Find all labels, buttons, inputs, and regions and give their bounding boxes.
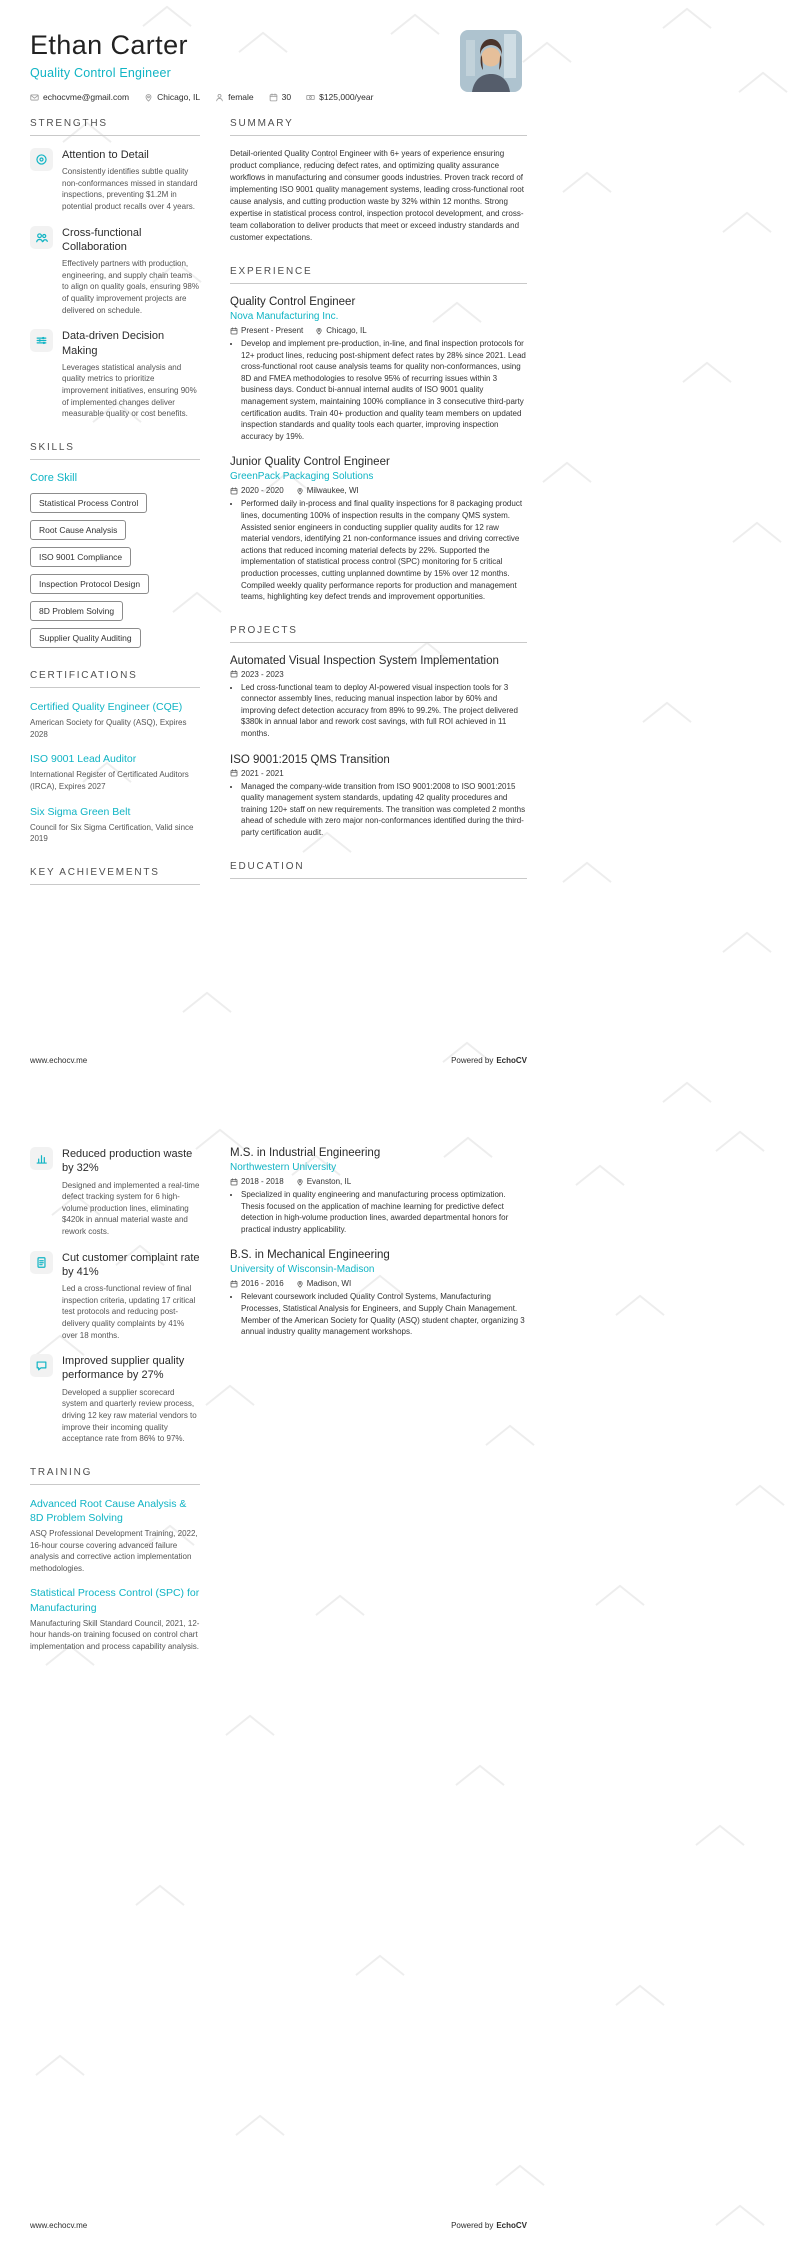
key-achievements-items — [30, 1147, 200, 1445]
calendar-icon — [230, 1178, 238, 1186]
education-heading: EDUCATION — [230, 861, 527, 879]
project-dates: 2023 - 2023 — [230, 670, 284, 679]
experience-section — [230, 266, 527, 603]
project-bullet: • Led cross-functional team to deploy AI-powered visual inspection tools for 3 connector assembly lines, reducing manual inspection labor by 60% and improving defect detection accuracy from 89% to 99.2%. The project delivered $380k in annual labor and rework cost savings, with full ROI achieved in 11 months. — [241, 682, 527, 740]
footer-site: www.echocv.me — [30, 2221, 88, 2230]
education-bullet: • Specialized in quality engineering and manufacturing process optimization. Thesis focused on the application of machine learning for predictive defect detection in high-volume production lines, awarded departmental honors for practical industry applicability. — [241, 1189, 527, 1235]
certifications-heading: CERTIFICATIONS — [30, 670, 200, 688]
chart-icon — [30, 1147, 53, 1170]
page-2 — [0, 1123, 794, 2246]
calendar-icon — [230, 670, 238, 678]
education-section — [230, 861, 527, 879]
job-dates: Present - Present — [230, 326, 303, 335]
calendar-icon — [230, 1280, 238, 1288]
skills-heading: SKILLS — [30, 442, 200, 460]
company-name: Nova Manufacturing Inc. — [230, 311, 339, 322]
page-footer — [30, 2221, 527, 2230]
education-bullet: • Relevant coursework included Quality Control Systems, Manufacturing Processes, Statistical Analysis for Engineers, and Supply Chain Management. Member of the American Society for Quality (ASQ) student chapter, organizing 3 annual industry quality management workshops. — [241, 1291, 527, 1337]
salary-icon — [306, 93, 315, 102]
location-icon — [296, 1280, 304, 1288]
job-location: Milwaukee, WI — [296, 486, 359, 495]
skills-section — [30, 442, 200, 648]
contact-row — [30, 92, 527, 102]
sliders-icon — [30, 329, 53, 352]
education-dates: 2018 - 2018 — [230, 1177, 284, 1186]
contact-salary-value: $125,000/year — [319, 92, 374, 102]
school-name: Northwestern University — [230, 1162, 337, 1173]
strengths-heading: STRENGTHS — [30, 118, 200, 136]
certification-desc: Council for Six Sigma Certification, Valid since 2019 — [30, 822, 194, 844]
skill-pill: ISO 9001 Compliance — [30, 547, 131, 567]
location-icon — [296, 1178, 304, 1186]
calendar-icon — [230, 769, 238, 777]
education-entry — [230, 1147, 527, 1235]
strength-title: Attention to Detail — [62, 149, 149, 161]
project-dates: 2021 - 2021 — [230, 769, 284, 778]
achievement-desc: Led a cross-functional review of final inspection criteria, updating 17 critical test protocols and reducing post-delivery quality complaints by 41% over 18 months. — [62, 1284, 196, 1340]
job-title: Quality Control Engineer — [230, 296, 356, 308]
page-footer — [30, 1056, 527, 1065]
education-items — [230, 1147, 527, 1338]
contact-salary — [306, 92, 373, 102]
training-desc: ASQ Professional Development Training, 2022, 16-hour course covering advanced failure analysis and corrective action implementation methodologies. — [30, 1529, 198, 1573]
strength-title: Cross-functional Collaboration — [62, 226, 142, 253]
people-icon — [30, 226, 53, 249]
contact-email-value: echocvme@gmail.com — [43, 92, 130, 102]
job-title: Junior Quality Control Engineer — [230, 456, 390, 469]
resume-header — [30, 30, 527, 102]
project-title: Automated Visual Inspection System Implementation — [230, 654, 499, 667]
training-title: Advanced Root Cause Analysis & 8D Problem Solving — [30, 1497, 187, 1524]
skill-pill: Supplier Quality Auditing — [30, 628, 141, 648]
skill-pill: Inspection Protocol Design — [30, 574, 149, 594]
candidate-name: Ethan Carter — [30, 30, 188, 60]
left-column — [30, 118, 200, 897]
achievement-desc: Designed and implemented a real-time defect tracking system for 6 high-volume production lines, eliminating $420k in annual material waste and rework costs. — [62, 1180, 200, 1236]
education-location: Madison, WI — [296, 1279, 351, 1288]
experience-heading: EXPERIENCE — [230, 266, 527, 284]
contact-location — [144, 92, 200, 102]
key-achievements-section — [30, 867, 200, 885]
achievement-desc: Developed a supplier scorecard system and quarterly review process, driving 12 key raw material vendors to improve their incoming quality acceptance rate from 86% to 97%. — [62, 1387, 197, 1444]
document-icon — [30, 1251, 53, 1274]
education-location: Evanston, IL — [296, 1177, 351, 1186]
contact-location-value: Chicago, IL — [157, 92, 201, 102]
experience-entry — [230, 456, 527, 602]
strength-item — [30, 329, 200, 420]
strength-item — [30, 148, 200, 213]
contact-email — [30, 92, 129, 102]
certification-item — [30, 700, 200, 740]
left-column — [30, 1147, 200, 1665]
skill-pill: Root Cause Analysis — [30, 520, 126, 540]
achievement-item — [30, 1251, 200, 1342]
location-icon — [315, 327, 323, 335]
training-item — [30, 1586, 200, 1652]
achievement-title: Reduced production waste by 32% — [62, 1148, 193, 1175]
degree-title: B.S. in Mechanical Engineering — [230, 1249, 390, 1262]
skill-pill: 8D Problem Solving — [30, 601, 123, 621]
education-dates: 2016 - 2016 — [230, 1279, 284, 1288]
strength-desc: Leverages statistical analysis and quality metrics to prioritize improvement initiatives, ensuring 90% of implemented changes deliver measurable quality or cost benefits. — [62, 362, 197, 419]
strength-desc: Effectively partners with production, engineering, and supply chain teams to align on quality goals, ensuring 98% of quality improvement projects are delivered on schedule. — [62, 259, 199, 315]
profile-photo — [460, 30, 522, 92]
footer-brand: EchoCV — [496, 1056, 527, 1065]
chat-icon — [30, 1354, 53, 1377]
certifications-section — [30, 670, 200, 845]
calendar-icon — [269, 93, 278, 102]
calendar-icon — [230, 487, 238, 495]
email-icon — [30, 93, 39, 102]
experience-entry — [230, 296, 527, 442]
certification-item — [30, 752, 200, 792]
certification-item — [30, 805, 200, 845]
person-icon — [215, 93, 224, 102]
training-item — [30, 1497, 200, 1575]
training-heading: TRAINING — [30, 1467, 200, 1485]
project-entry — [230, 754, 527, 839]
school-name: University of Wisconsin-Madison — [230, 1264, 375, 1276]
skill-pill: Statistical Process Control — [30, 493, 147, 513]
contact-age — [269, 92, 291, 102]
certification-desc: International Register of Certificated Auditors (IRCA), Expires 2027 — [30, 770, 189, 791]
strengths-section — [30, 118, 200, 420]
training-title: Statistical Process Control (SPC) for Manufacturing — [30, 1587, 200, 1614]
project-bullet: • Managed the company-wide transition from ISO 9001:2008 to ISO 9001:2015 quality management system standards, updating 42 quality procedures and training 120+ staff on new requirements. The transition was completed 2 months ahead of schedule with zero major non-conformances identified during the third-party certification audit. — [241, 781, 527, 839]
training-desc: Manufacturing Skill Standard Council, 2021, 12-hour hands-on training focused on control chart implementation and process capability analysis. — [30, 1618, 200, 1651]
projects-section — [230, 625, 527, 839]
contact-gender — [215, 92, 254, 102]
strength-desc: Consistently identifies subtle quality non-conformances missed in standard inspections, preventing $1.2M in potential product recalls over 4 years. — [62, 167, 198, 212]
summary-heading: SUMMARY — [230, 118, 527, 136]
location-icon — [144, 93, 153, 102]
summary-text: Detail-oriented Quality Control Engineer with 6+ years of experience ensuring product compliance, reducing defect rates, and optimizing quality assurance workflows in manufacturing and consumer goods industries. Proven track record of implementing ISO 9001 quality management systems, leading cross-functional root cause analysis, and cutting production waste by 32% within 12 months. Strong expertise in statistical process control, inspection protocol development, and cross-team collaboration to deliver products that meet or exceed industry standards and customer expectations. — [230, 149, 524, 242]
footer-site: www.echocv.me — [30, 1056, 88, 1065]
achievement-item — [30, 1354, 200, 1445]
achievement-title: Improved supplier quality performance by 27% — [62, 1355, 185, 1382]
achievement-item — [30, 1147, 200, 1238]
target-icon — [30, 148, 53, 171]
strength-title: Data-driven Decision Making — [62, 330, 165, 357]
calendar-icon — [230, 327, 238, 335]
summary-section — [230, 118, 527, 244]
footer-brand: EchoCV — [496, 2221, 527, 2230]
certification-title: Certified Quality Engineer (CQE) — [30, 700, 183, 713]
footer-powered: Powered by EchoCV — [451, 2221, 527, 2230]
job-bullet: • Performed daily in-process and final quality inspections for 8 packaging product lines, documenting 100% of inspection results in the company QMS system. Assisted senior engineers in conducting supplier quality audits for 12 raw material vendors, identifying 21 non-conformance issues and driving corrective actions that reduced incoming material defects by 22%. Supported the implementation of statistical process control (SPC) monitoring for 5 critical production processes, cutting unplanned downtime by 15% over 12 months. Compiled weekly quality performance reports for production and management teams, highlighting key defect trends and improvement opportunities. — [241, 498, 527, 602]
certification-title: Six Sigma Green Belt — [30, 805, 131, 818]
degree-title: M.S. in Industrial Engineering — [230, 1147, 381, 1159]
project-title: ISO 9001:2015 QMS Transition — [230, 753, 390, 766]
training-section — [30, 1467, 200, 1653]
strength-item — [30, 226, 200, 317]
candidate-title: Quality Control Engineer — [30, 66, 171, 80]
certification-title: ISO 9001 Lead Auditor — [30, 753, 137, 766]
job-dates: 2020 - 2020 — [230, 486, 284, 495]
contact-gender-value: female — [228, 92, 254, 102]
skills-group-label: Core Skill — [30, 471, 78, 484]
contact-age-value: 30 — [281, 92, 292, 102]
job-location: Chicago, IL — [315, 326, 366, 335]
certification-desc: American Society for Quality (ASQ), Expires 2028 — [30, 717, 187, 739]
education-entry — [230, 1249, 527, 1337]
right-column — [230, 118, 527, 897]
right-column — [230, 1147, 527, 1665]
footer-powered: Powered by EchoCV — [451, 1056, 527, 1065]
company-name: GreenPack Packaging Solutions — [230, 471, 374, 483]
achievement-title: Cut customer complaint rate by 41% — [62, 1251, 200, 1278]
projects-heading: PROJECTS — [230, 625, 527, 643]
job-bullet: • Develop and implement pre-production, in-line, and final inspection protocols for 12+ product lines, reducing post-shipment defect rates by 28% since 2021. Lead cross-functional root cause analysis teams for quality non-conformances, using 8D and FMEA methodologies to resolve 95% of recurring issues within 3 business days. Conduct bi-annual internal audits of ISO 9001 quality management system, maintaining 100% compliance in 3 consecutive third-party certification audits. Train 40+ production and quality team members on updated inspection standards and quality tools each quarter, improving inspection accuracy by 19%. — [241, 338, 527, 442]
location-icon — [296, 487, 304, 495]
project-entry — [230, 655, 527, 740]
key-achievements-heading: KEY ACHIEVEMENTS — [30, 867, 200, 885]
